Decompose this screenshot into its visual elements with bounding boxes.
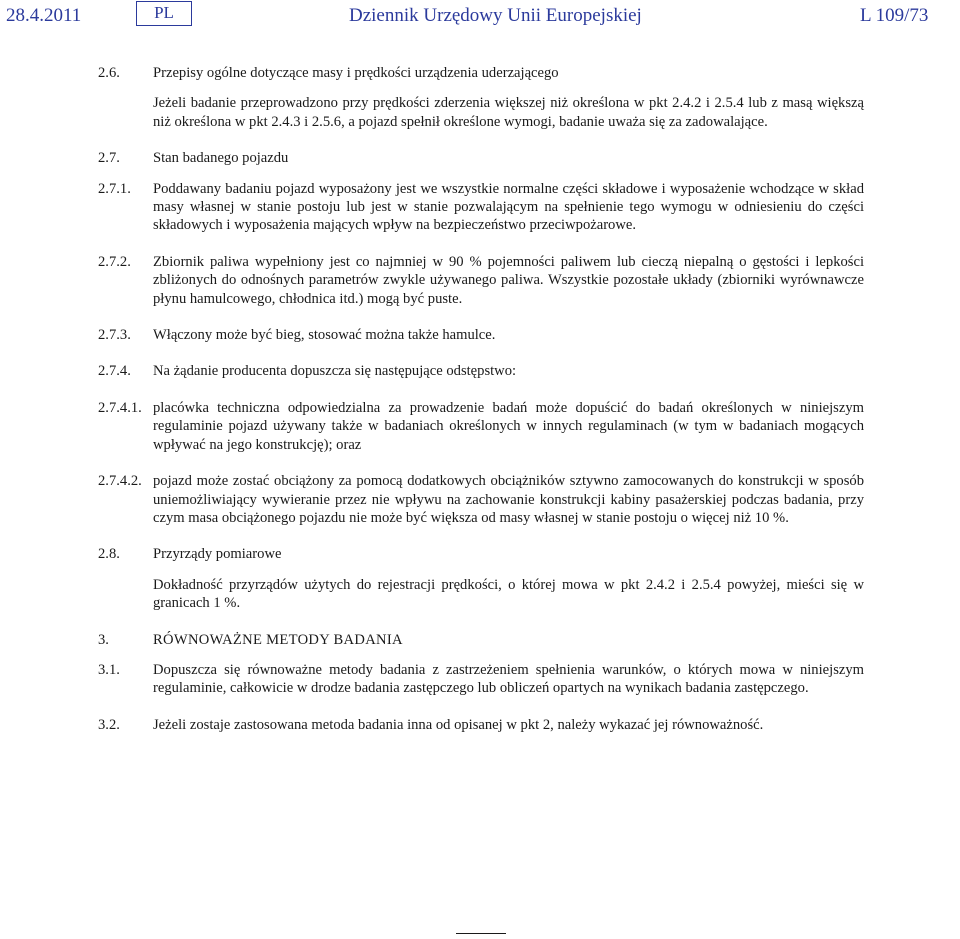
section-number: 3.1.	[98, 661, 120, 678]
section-number: 2.8.	[98, 546, 120, 563]
section-number: 2.7.1.	[98, 180, 131, 197]
section-number: 2.7.2.	[98, 253, 131, 270]
paragraph: Dokładność przyrządów użytych do rejestracji prędkości, o której mowa w pkt 2.4.2 i 2.5.4 powyżej, mieści się w granicach 1 %.	[153, 576, 864, 612]
page-header	[0, 0, 960, 40]
section-number: 2.7.4.	[98, 363, 131, 380]
journal-title: Dziennik Urzędowy Unii Europejskiej	[349, 5, 642, 26]
section-3	[98, 631, 864, 649]
section-2-6	[98, 64, 864, 82]
section-2-7-4	[98, 362, 864, 380]
section-3-2	[98, 716, 864, 734]
section-number: 2.6.	[98, 65, 120, 81]
section-title: Przepisy ogólne dotyczące masy i prędkości urządzenia uderzającego	[153, 65, 559, 81]
section-number: 2.7.4.2.	[98, 473, 142, 490]
section-text: Poddawany badaniu pojazd wyposażony jest we wszystkie normalne części składowe i wyposażenie wchodzące w skład masy własnej w stanie postoju lub jest w stanie pozwalającym na spełnienie tego wymogu w odniesieniu do części składowych i wyposażenia mających wpływ na bezpieczeństwo przeciwpożarowe.	[153, 180, 864, 234]
section-number: 2.7.4.1.	[98, 399, 142, 416]
section-text: Na żądanie producenta dopuszcza się następujące odstępstwo:	[153, 363, 517, 380]
section-title: Przyrządy pomiarowe	[153, 546, 282, 563]
section-2-7-2	[98, 253, 864, 308]
section-text: pojazd może zostać obciążony za pomocą dodatkowych obciążników sztywno zamocowanych do konstrukcji w sposób uniemożliwiający wywieranie przez nie wpływu na zachowanie konstrukcji kabiny pasażerskiej podczas badania, przy czym masa obciążonego pojazdu nie może być większa od masy własnej w stanie postoju o więcej niż 10 %.	[153, 473, 864, 526]
publication-date: 28.4.2011	[6, 5, 82, 26]
section-title: RÓWNOWAŻNE METODY BADANIA	[153, 631, 403, 648]
section-text: Dopuszcza się równoważne metody badania z zastrzeżeniem spełnienia warunków, o których mowa w niniejszym regulaminie, całkowicie w drodze badania zastępczego lub obliczeń opartych na wynikach badania zastępczego.	[153, 661, 864, 697]
section-number: 2.7.	[98, 150, 120, 167]
section-text: Zbiornik paliwa wypełniony jest co najmniej w 90 % pojemności paliwem lub cieczą niepalną o gęstości i lepkości zbliżonych do odnośnych parametrów zwykle używanego paliwa. Wszystkie pozostałe układy (zbiorniki wyrównawcze płynu hamulcowego, chłodnica itd.) mogą być puste.	[153, 253, 864, 307]
section-2-7-3	[98, 326, 864, 344]
section-2-7-4-2	[98, 472, 864, 527]
page-reference: L 109/73	[860, 5, 929, 26]
section-text: Jeżeli zostaje zastosowana metoda badania inna od opisanej w pkt 2, należy wykazać jej równoważność.	[153, 716, 764, 733]
section-2-7-4-1	[98, 399, 864, 454]
section-text: Włączony może być bieg, stosować można także hamulce.	[153, 327, 496, 344]
language-badge: PL	[136, 1, 192, 26]
section-2-7	[98, 149, 864, 167]
end-rule	[456, 933, 506, 934]
section-number: 3.2.	[98, 716, 120, 733]
section-3-1	[98, 661, 864, 698]
paragraph: Jeżeli badanie przeprowadzono przy prędkości zderzenia większej niż określona w pkt 2.4.2 i 2.5.4 lub z masą większą niż określona w pkt 2.4.3 i 2.5.6, a pojazd spełnił określone wymogi, badanie uważa się za zadowalające.	[153, 95, 864, 130]
section-title: Stan badanego pojazdu	[153, 150, 289, 167]
section-2-8	[98, 545, 864, 563]
section-2-7-1	[98, 180, 864, 235]
section-text: placówka techniczna odpowiedzialna za prowadzenie badań może dopuścić do badań określonych w niniejszym regulaminie pojazd używany także w badaniach określonych w innych regulaminach (w tym w badaniach mogących wpływać na jego konstrukcję); oraz	[153, 399, 864, 453]
document-body	[98, 64, 864, 734]
section-number: 2.7.3.	[98, 327, 131, 344]
section-number: 3.	[98, 631, 109, 648]
